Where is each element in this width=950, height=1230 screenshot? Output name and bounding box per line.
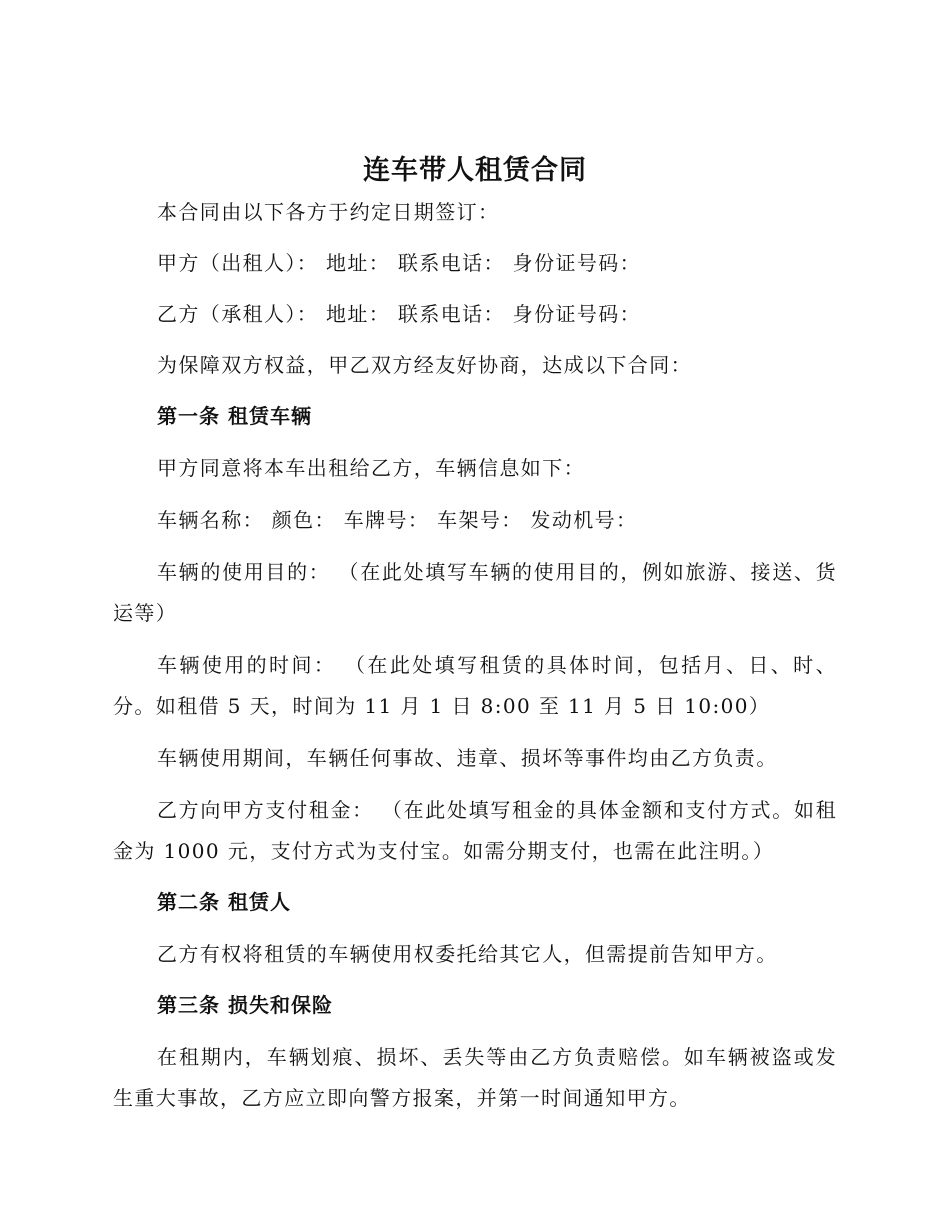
section1-paragraph: 甲方同意将本车出租给乙方，车辆信息如下：: [157, 456, 585, 480]
section3-paragraph: 在租期内，车辆划痕、损坏、丢失等由乙方负责赔偿。如车辆被盗或发生重大事故，乙方应立即向警方报案，并第一时间通知甲方。: [113, 1045, 837, 1110]
section2-paragraph: 乙方有权将租赁的车辆使用权委托给其它人，但需提前告知甲方。: [157, 942, 778, 966]
party-a-line: 甲方（出租人）： 地址： 联系电话： 身份证号码：: [157, 251, 642, 275]
section1-paragraph: 车辆使用期间，车辆任何事故、违章、损坏等事件均由乙方负责。: [157, 746, 778, 770]
section1-paragraph: 乙方向甲方支付租金： （在此处填写租金的具体金额和支付方式。如租金为 1000 元，支付方式为支付宝。如需分期支付，也需在此注明。）: [113, 798, 837, 863]
section-heading-3: 第三条 损失和保险: [157, 993, 333, 1017]
intro-paragraph: 本合同由以下各方于约定日期签订：: [157, 200, 500, 224]
party-b-line: 乙方（承租人）： 地址： 联系电话： 身份证号码：: [157, 302, 642, 326]
section-heading-1: 第一条 租赁车辆: [157, 404, 312, 428]
document-body: [113, 192, 837, 1119]
section-heading-2: 第二条 租赁人: [157, 890, 291, 914]
section1-paragraph: 车辆的使用目的： （在此处填写车辆的使用目的，例如旅游、接送、货运等）: [113, 560, 837, 625]
agreement-paragraph: 为保障双方权益，甲乙双方经友好协商，达成以下合同：: [157, 353, 692, 377]
section1-paragraph: 车辆使用的时间： （在此处填写租赁的具体时间，包括月、日、时、分。如租借 5 天，时间为 11 月 1 日 8:00 至 11 月 5 日 10:00）: [113, 653, 837, 718]
section1-paragraph: 车辆名称： 颜色： 车牌号： 车架号： 发动机号：: [157, 508, 638, 532]
document-title: 连车带人租赁合同: [363, 155, 587, 186]
